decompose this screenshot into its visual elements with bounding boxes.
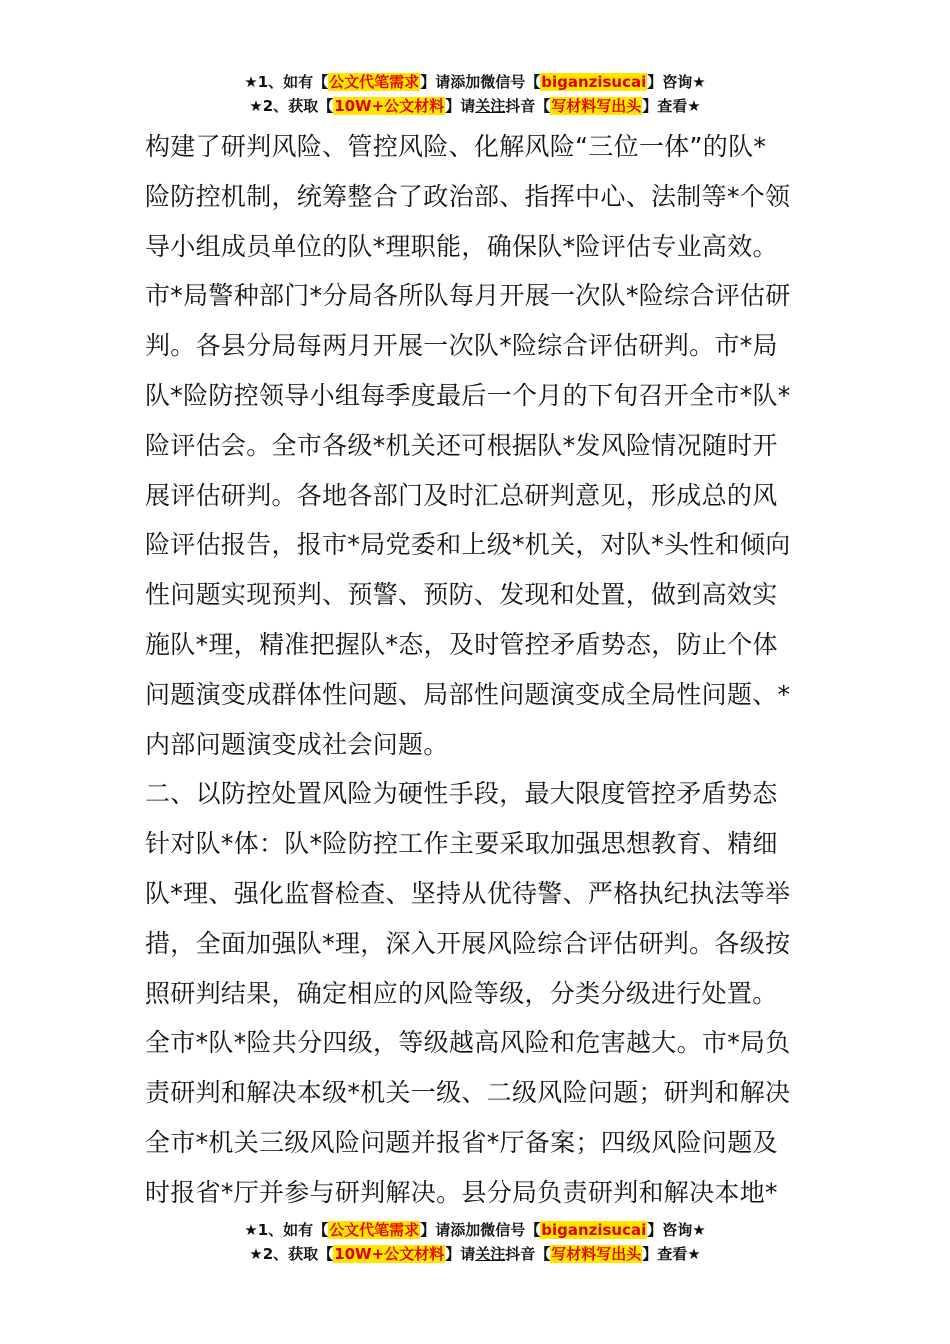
highlight-wechat-id: biganzisucai bbox=[541, 73, 647, 91]
highlight-service: 公文代笔需求 bbox=[329, 73, 420, 91]
body-line: 队*险防控领导小组每季度最后一个月的下旬召开全市*队* bbox=[145, 380, 791, 410]
body-line: 导小组成员单位的队*理职能，确保队*险评估专业高效。 bbox=[145, 231, 778, 261]
body-line: 险评估报告，报市*局党委和上级*机关，对队*头性和倾向 bbox=[145, 530, 791, 560]
promo-line-2 bbox=[0, 1242, 950, 1266]
body-line: 照研判结果，确定相应的风险等级，分类分级进行处置。 bbox=[145, 978, 778, 1008]
document-body bbox=[145, 122, 815, 1218]
promo-text: 】查看★ bbox=[642, 1245, 701, 1263]
body-line: 构建了研判风险、管控风险、化解风险“三位一体”的队* bbox=[145, 132, 767, 161]
body-line: 展评估研判。各地各部门及时汇总研判意见，形成总的风 bbox=[145, 480, 778, 510]
promo-text: ★2、获取【 bbox=[249, 1245, 334, 1263]
body-line: 市*局警种部门*分局各所队每月开展一次队*险综合评估研 bbox=[145, 281, 791, 311]
body-line: 险防控机制，统筹整合了政治部、指挥中心、法制等*个领 bbox=[145, 181, 791, 211]
body-line: 全市*机关三级风险问题并报省*厅备案；四级风险问题及 bbox=[145, 1127, 778, 1157]
body-line: 内部问题演变成社会问题。 bbox=[145, 729, 449, 759]
promo-text: 】请 bbox=[445, 97, 476, 115]
highlight-service: 公文代笔需求 bbox=[329, 1221, 420, 1239]
promo-line-2 bbox=[0, 94, 950, 118]
section-heading: 二、以防控处置风险为硬性手段，最大限度管控矛盾势态 bbox=[145, 779, 778, 809]
promo-line-1 bbox=[0, 1218, 950, 1242]
promo-text: 抖音【 bbox=[505, 1245, 551, 1263]
body-line: 判。各县分局每两月开展一次队*险综合评估研判。市*局 bbox=[145, 331, 778, 361]
body-line: 责研判和解决本级*机关一级、二级风险问题；研判和解决 bbox=[145, 1078, 791, 1108]
body-line: 全市*队*险共分四级，等级越高风险和危害越大。市*局负 bbox=[145, 1028, 791, 1058]
body-line: 时报省*厅并参与研判解决。县分局负责研判和解决本地* bbox=[145, 1177, 778, 1207]
promo-text: 】咨询★ bbox=[647, 1221, 706, 1239]
promo-text: 抖音【 bbox=[505, 97, 551, 115]
promo-text: ★2、获取【 bbox=[249, 97, 334, 115]
promo-line-1 bbox=[0, 70, 950, 94]
promo-banner-top bbox=[0, 70, 950, 118]
highlight-wechat-id: biganzisucai bbox=[541, 1221, 647, 1239]
body-line: 险评估会。全市各级*机关还可根据队*发风险情况随时开 bbox=[145, 430, 778, 460]
body-line: 施队*理，精准把握队*态，及时管控矛盾势态，防止个体 bbox=[145, 629, 778, 659]
promo-banner-bottom bbox=[0, 1218, 950, 1266]
promo-text: ★1、如有【 bbox=[244, 73, 329, 91]
highlight-douyin: 写材料写出头 bbox=[551, 97, 642, 115]
highlight-douyin: 写材料写出头 bbox=[551, 1245, 642, 1263]
underlined-follow: 关注 bbox=[475, 1245, 506, 1263]
body-line: 针对队*体：队*险防控工作主要采取加强思想教育、精细 bbox=[145, 829, 778, 859]
promo-text: ★1、如有【 bbox=[244, 1221, 329, 1239]
body-line: 问题演变成群体性问题、局部性问题演变成全局性问题、* bbox=[145, 679, 791, 709]
promo-text: 】请添加微信号【 bbox=[420, 1221, 541, 1239]
highlight-materials: 10W+公文材料 bbox=[334, 1245, 445, 1263]
body-line: 性问题实现预判、预警、预防、发现和处置，做到高效实 bbox=[145, 580, 778, 610]
promo-text: 】咨询★ bbox=[647, 73, 706, 91]
promo-text: 】请 bbox=[445, 1245, 476, 1263]
body-line: 措，全面加强队*理，深入开展风险综合评估研判。各级按 bbox=[145, 928, 791, 958]
promo-text: 】请添加微信号【 bbox=[420, 73, 541, 91]
body-line: 队*理、强化监督检查、坚持从优待警、严格执纪执法等举 bbox=[145, 878, 791, 908]
highlight-materials: 10W+公文材料 bbox=[334, 97, 445, 115]
underlined-follow: 关注 bbox=[475, 97, 506, 115]
promo-text: 】查看★ bbox=[642, 97, 701, 115]
